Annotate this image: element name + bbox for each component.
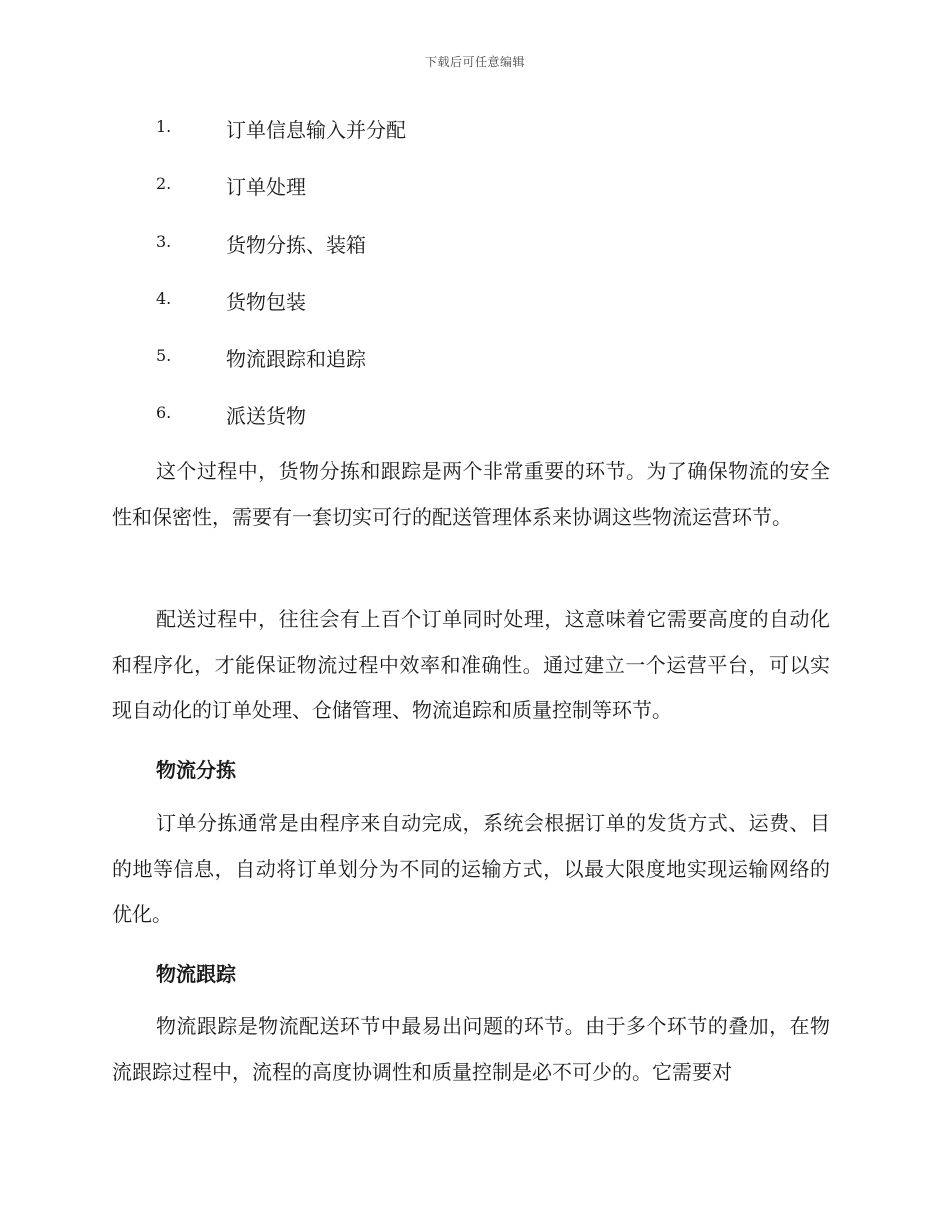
list-item-text: 货物包装 [226,289,306,314]
page-header-note: 下载后可任意编辑 [424,55,525,69]
paragraph-tracking: 物流跟踪是物流配送环节中最易出问题的环节。由于多个环节的叠加，在物流跟踪过程中，流程的高度协调性和质量控制是必不可少的。它需要对 [112,1014,830,1084]
list-item [0,112,950,169]
list-item [0,284,950,341]
list-item-text: 派送货物 [226,404,306,429]
section-heading-sorting: 物流分拣 [156,758,236,782]
list-item-number: 5. [156,346,172,366]
list-item-text: 订单信息输入并分配 [226,118,406,142]
list-item [0,227,950,284]
list-item-number: 2. [156,174,172,194]
list-item [0,169,950,226]
list-item-number: 4. [156,288,172,308]
list-item-text: 物流跟踪和追踪 [226,347,366,372]
steps-list [0,112,950,456]
list-item-number: 3. [156,231,172,251]
list-item [0,398,950,455]
list-item-text: 订单处理 [226,175,306,200]
list-item-number: 1. [156,117,172,136]
paragraph-sorting: 订单分拣通常是由程序来自动完成，系统会根据订单的发货方式、运费、目的地等信息，自动将订单划分为不同的运输方式，以最大限度地实现运输网络的优化。 [112,811,830,926]
section-heading-tracking: 物流跟踪 [156,962,236,986]
paragraph-automation: 配送过程中，往往会有上百个订单同时处理，这意味着它需要高度的自动化和程序化，才能保证物流过程中效率和准确性。通过建立一个运营平台，可以实现自动化的订单处理、仓储管理、物流追踪和质量控制等环节。 [112,607,830,722]
paragraph-process-overview: 这个过程中，货物分拣和跟踪是两个非常重要的环节。为了确保物流的安全性和保密性，需要有一套切实可行的配送管理体系来协调这些物流运营环节。 [112,459,830,529]
list-item [0,341,950,398]
list-item-number: 6. [156,403,172,423]
list-item-text: 货物分拣、装箱 [226,232,366,257]
